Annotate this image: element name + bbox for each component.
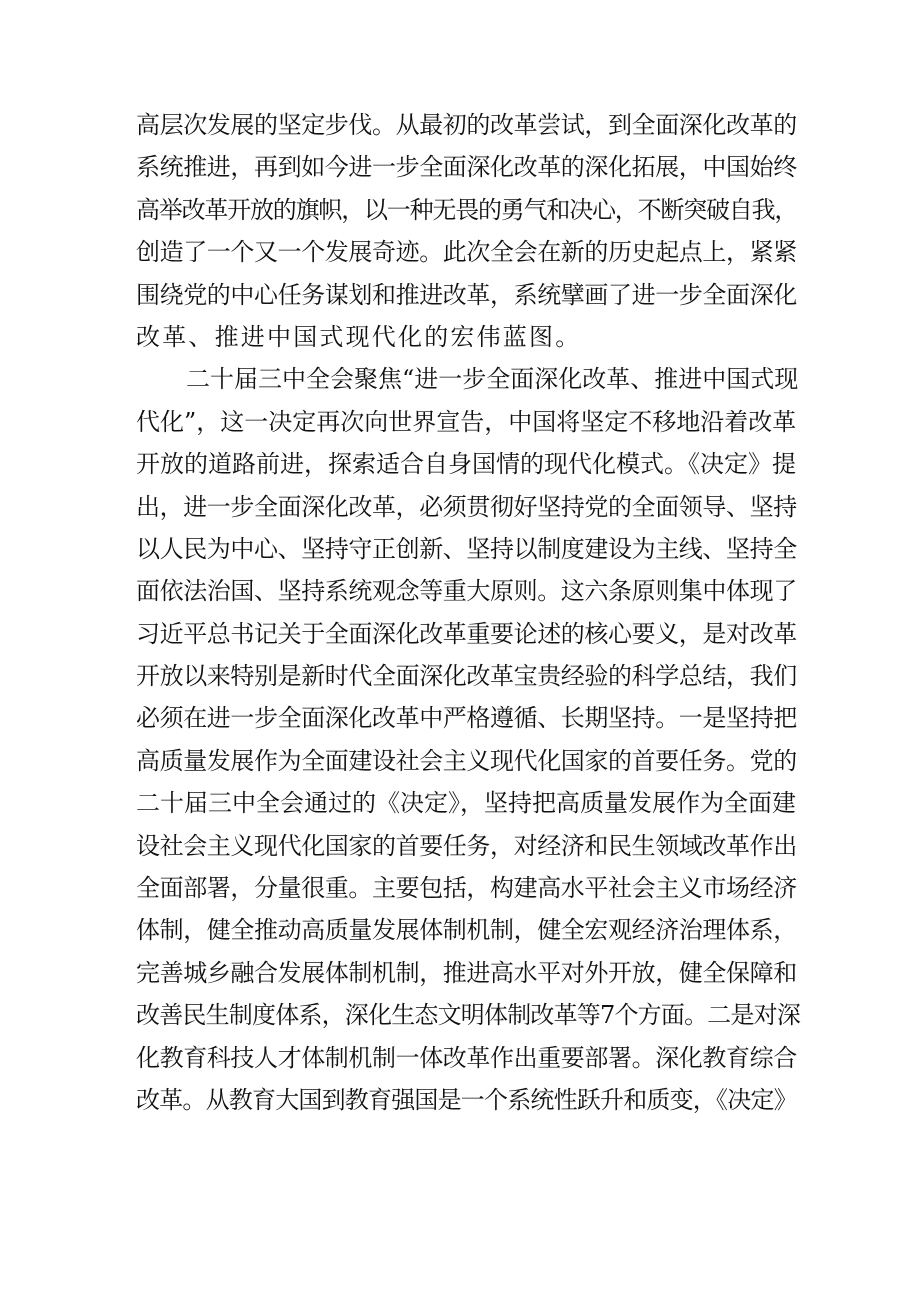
body-text bbox=[136, 104, 801, 1121]
text-line: 创造了一个又一个发展奇迹。此次全会在新的历史起点上，紧紧 bbox=[136, 238, 797, 267]
text-line: 开放的道路前进，探索适合自身国情的现代化模式。《决定》提 bbox=[136, 450, 796, 479]
text-line: 高质量发展作为全面建设社会主义现代化国家的首要任务。党的 bbox=[136, 746, 797, 775]
paragraph-first-line: 二十届三中全会聚焦“进一步全面深化改革、推进中国式现 bbox=[186, 365, 799, 394]
text-line: 围绕党的中心任务谋划和推进改革，系统擘画了进一步全面深化 bbox=[136, 280, 797, 309]
text-line: 必须在进一步全面深化改革中严格遵循、长期坚持。一是坚持把 bbox=[136, 704, 797, 733]
text-line: 高层次发展的坚定步伐。从最初的改革尝试，到全面深化改革的 bbox=[136, 111, 797, 139]
text-line: 改善民生制度体系，深化生态文明体制改革等7个方面。二是对深 bbox=[136, 1001, 801, 1030]
text-line: 代化”，这一决定再次向世界宣告，中国将坚定不移地沿着改革 bbox=[136, 407, 797, 436]
text-line: 习近平总书记关于全面深化改革重要论述的核心要义，是对改革 bbox=[136, 619, 797, 648]
text-line: 高举改革开放的旗帜，以一种无畏的勇气和决心，不断突破自我， bbox=[136, 195, 798, 224]
text-line: 化教育科技人才体制机制一体改革作出重要部署。深化教育综合 bbox=[136, 1043, 797, 1072]
text-line: 开放以来特别是新时代全面深化改革宝贵经验的科学总结，我们 bbox=[136, 662, 797, 691]
text-line: 体制，健全推动高质量发展体制机制，健全宏观经济治理体系， bbox=[136, 916, 797, 945]
text-line: 改革、推进中国式现代化的宏伟蓝图。 bbox=[136, 322, 582, 351]
text-line: 全面部署，分量很重。主要包括，构建高水平社会主义市场经济 bbox=[136, 874, 797, 903]
text-line: 系统推进，再到如今进一步全面深化改革的深化拓展，中国始终 bbox=[136, 153, 797, 182]
text-line: 改革。从教育大国到教育强国是一个系统性跃升和质变，《决定》 bbox=[136, 1085, 797, 1114]
text-line: 出，进一步全面深化改革，必须贯彻好坚持党的全面领导、坚持 bbox=[136, 492, 797, 521]
text-line: 设社会主义现代化国家的首要任务，对经济和民生领域改革作出 bbox=[136, 831, 797, 860]
text-line: 面依法治国、坚持系统观念等重大原则。这六条原则集中体现了 bbox=[136, 577, 797, 606]
text-line: 以人民为中心、坚持守正创新、坚持以制度建设为主线、坚持全 bbox=[136, 534, 797, 563]
text-line: 二十届三中全会通过的《决定》，坚持把高质量发展作为全面建 bbox=[136, 789, 796, 818]
text-line: 完善城乡融合发展体制机制，推进高水平对外开放，健全保障和 bbox=[136, 958, 797, 987]
